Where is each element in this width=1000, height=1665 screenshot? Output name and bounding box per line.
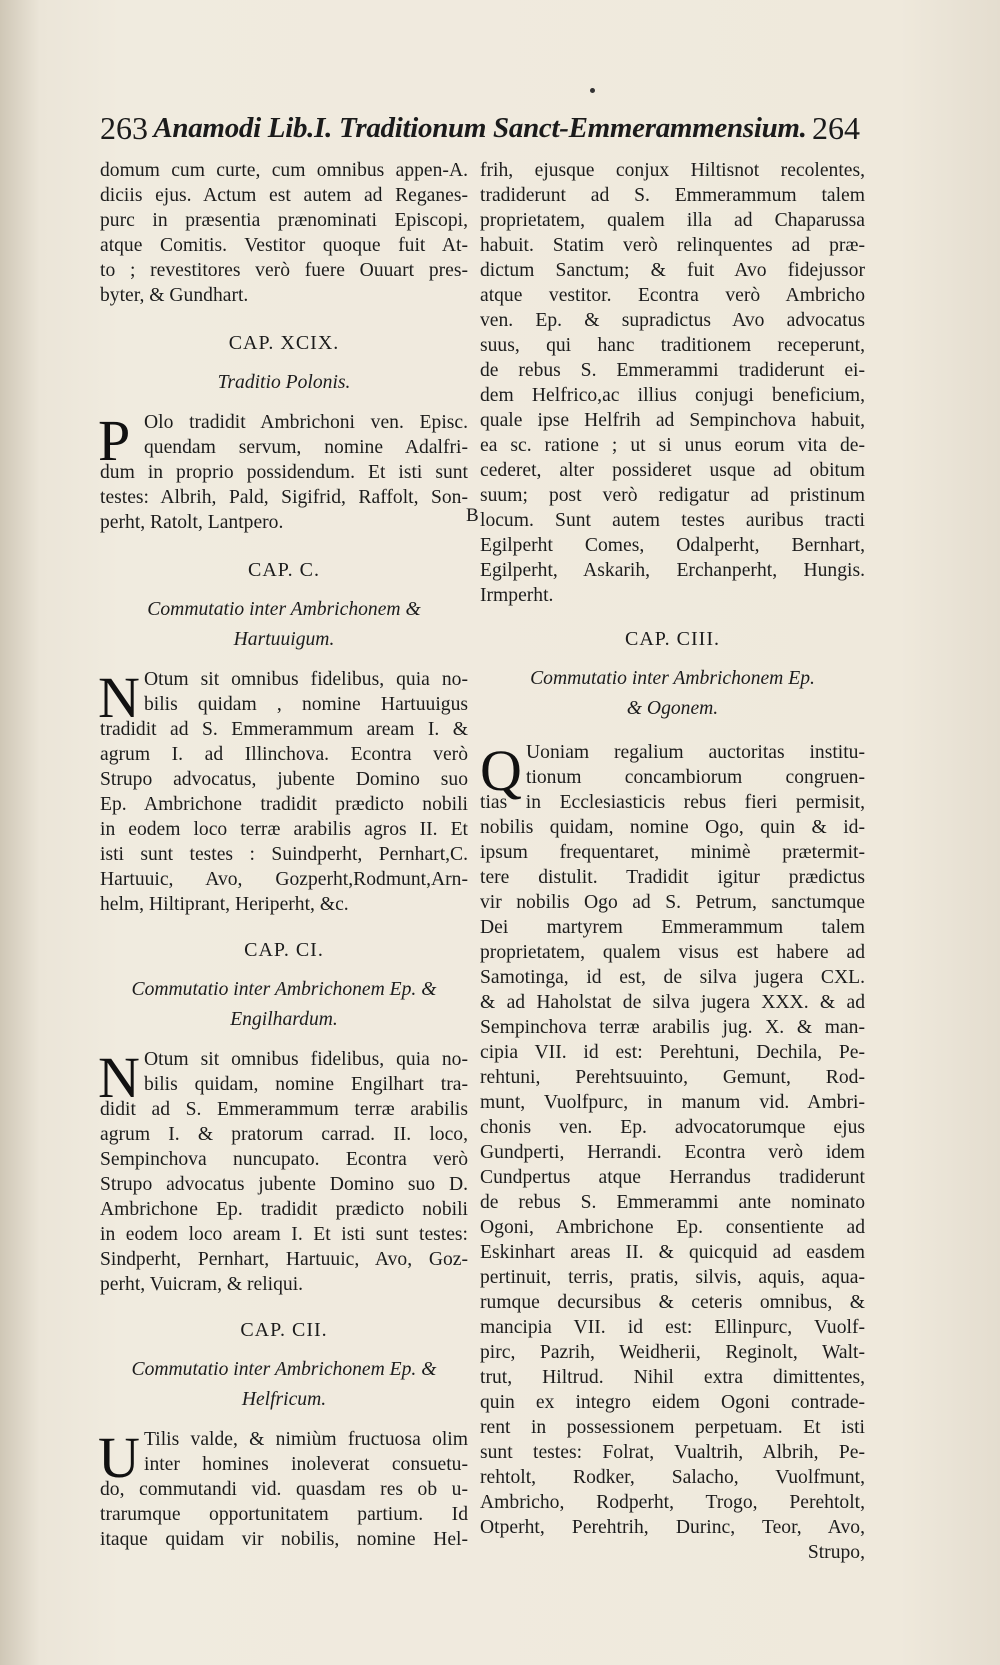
text-line: bilis quidam, nomine Engilhart tra- — [144, 1074, 468, 1095]
text-line: dem Helfrico,ac illius conjugi beneficium, — [480, 385, 865, 406]
text-line: cederet, alter possideret usque ad obitum — [480, 460, 865, 481]
text-line: Ogoni, Ambrichone Ep. consentiente ad — [480, 1217, 865, 1238]
chapter-heading: CAP. CII. — [240, 1319, 328, 1341]
text-line: sunt testes: Folrat, Vualtrih, Albrih, Pe- — [480, 1442, 865, 1463]
text-line: Cundpertus atque Herrandus tradiderunt — [480, 1167, 865, 1188]
text-line: didit ad S. Emmerammum terræ arabilis — [100, 1099, 468, 1120]
text-line: Egilperht, Askarih, Erchanperht, Hungis. — [480, 560, 865, 581]
chapter-body — [100, 1047, 468, 1297]
text-line: munt, Vuolfpurc, in manum vid. Ambri- — [480, 1092, 865, 1113]
chapter-subtitle: & Ogonem. — [626, 698, 719, 719]
text-line: Dei martyrem Emmerammum talem — [480, 917, 865, 938]
text-line: chonis ven. Ep. advocatorumque ejus — [480, 1117, 865, 1138]
text-line: nobilis quidam, nomine Ogo, quin & id- — [480, 817, 865, 838]
text-line: habuit. Statim verò relinquentes ad præ- — [480, 235, 865, 256]
text-line: helm, Hiltiprant, Heriperht, &c. — [100, 894, 349, 915]
text-line: proprietatem, qualem illa ad Chaparussa — [480, 210, 865, 231]
text-line: Strupo advocatus jubente Domino suo D. — [100, 1174, 468, 1195]
text-line: suus, qui hanc traditionem receperunt, — [480, 335, 865, 356]
text-line: dictum Sanctum; & fuit Avo fidejussor — [480, 260, 865, 281]
text-line: frih, ejusque conjux Hiltisnot recolentes, — [480, 160, 865, 181]
text-line: to ; revestitores verò fuere Ouuart pres- — [100, 260, 468, 281]
text-line: perht, Ratolt, Lantpero. — [100, 512, 284, 533]
chapter-subtitle: Commutatio inter Ambrichonem & — [147, 599, 421, 620]
text-line: atque Comitis. Vestitor quoque fuit At- — [100, 235, 468, 256]
text-line: Tilis valde, & nimiùm fructuosa olim — [144, 1429, 468, 1450]
text-line: Hartuuic, Avo, Gozperht,Rodmunt,Arn- — [100, 869, 468, 890]
text-line: Otperht, Perehtrih, Durinc, Teor, Avo, — [480, 1517, 865, 1538]
text-line: quale ipse Helfrih ad Sempinchova habuit, — [480, 410, 865, 431]
running-header — [100, 110, 860, 156]
drop-capital: U — [98, 1425, 140, 1490]
text-line: proprietatem, qualem visus est habere ad — [480, 942, 865, 963]
text-line: Uoniam regalium auctoritas institu- — [526, 742, 865, 763]
text-line: ea sc. ratione ; ut si unus eorum vita de- — [480, 435, 865, 456]
text-line: tradidit ad S. Emmerammum aream I. & — [100, 719, 468, 740]
text-line: Otum sit omnibus fidelibus, quia no- — [144, 1049, 468, 1070]
text-line: diciis ejus. Actum est autem ad Reganes- — [100, 185, 468, 206]
left-column — [100, 158, 468, 1552]
chapter-body — [480, 740, 865, 1565]
chapter-subtitle: Helfricum. — [241, 1389, 327, 1410]
text-line: & ad Haholstat de silva jugera XXX. & ad — [480, 992, 865, 1013]
chapter-subtitle: Engilhardum. — [230, 1009, 338, 1030]
drop-capital: P — [98, 408, 131, 473]
chapter-body — [100, 1427, 468, 1552]
left-page-number: 263 — [100, 110, 148, 146]
text-line: bilis quidam , nomine Hartuuigus — [144, 694, 468, 715]
text-line: Irmperht. — [480, 585, 554, 606]
text-line: quin ex integro eidem Ogoni contrade- — [480, 1392, 865, 1413]
text-line: isti sunt testes : Suindperht, Pernhart,C. — [100, 844, 468, 865]
drop-capital: N — [98, 1045, 140, 1110]
text-line: inter homines inoleverat consuetu- — [144, 1454, 468, 1475]
text-line: Samotinga, id est, de silva jugera CXL. — [480, 967, 865, 988]
text-line: Sempinchova terræ arabilis jug. X. & man- — [480, 1017, 865, 1038]
text-line: Otum sit omnibus fidelibus, quia no- — [144, 669, 468, 690]
text-line: dum in proprio possidendum. Et isti sunt — [100, 462, 468, 483]
text-line: Olo tradidit Ambrichoni ven. Episc. — [144, 412, 468, 433]
text-line: purc in præsentia prænominati Episcopi, — [100, 210, 468, 231]
text-line: Gundperti, Herrandi. Econtra verò idem — [480, 1142, 865, 1163]
text-line: vir nobilis Ogo ad S. Petrum, sanctumque — [480, 892, 865, 913]
text-line: Sindperht, Pernhart, Hartuuic, Avo, Goz- — [100, 1249, 468, 1270]
text-line: rent in possessionem perpetuam. Et isti — [480, 1417, 865, 1438]
text-line: tradiderunt ad S. Emmerammum talem — [480, 185, 865, 206]
chapter-heading: CAP. C. — [247, 559, 321, 581]
text-line: testes: Albrih, Pald, Sigifrid, Raffolt, Son- — [100, 487, 468, 508]
drop-capital: N — [98, 665, 140, 730]
right-page-number: 264 — [812, 110, 860, 146]
right-column — [480, 158, 865, 1565]
text-line: Sempinchova nuncupato. Econtra verò — [100, 1149, 468, 1170]
text-line: perht, Vuicram, & reliqui. — [100, 1274, 304, 1295]
margin-letter-b: B — [466, 505, 479, 526]
text-line: pirc, Pazrih, Weidherii, Reginolt, Walt- — [480, 1342, 865, 1363]
text-line: Strupo advocatus, jubente Domino suo — [100, 769, 468, 790]
text-line: Ambricho, Rodperht, Trogo, Perehtolt, — [480, 1492, 865, 1513]
text-line: mancipia VII. id est: Ellinpurc, Vuolf- — [480, 1317, 865, 1338]
text-line: de rebus S. Emmerammi ante nominato — [480, 1192, 865, 1213]
text-line: pertinuit, terris, pratis, silvis, aquis, aqua- — [480, 1267, 865, 1288]
chapter-heading: CAP. CI. — [244, 939, 324, 961]
drop-capital: Q — [480, 738, 522, 803]
text-line: in eodem loco terræ arabilis agros II. Et — [100, 819, 468, 840]
text-line: rehtuni, Perehtsuuinto, Gemunt, Rod- — [480, 1067, 865, 1088]
text-line: de rebus S. Emmerammi tradiderunt ei- — [480, 360, 865, 381]
text-line: agrum I. ad Illinchova. Econtra verò — [100, 744, 468, 765]
text-line: trarumque opportunitatem partium. Id — [100, 1504, 468, 1525]
text-line: suum; post verò redigatur ad pristinum — [480, 485, 865, 506]
text-line: locum. Sunt autem testes auribus tracti — [480, 510, 865, 531]
text-line: quendam servum, nomine Adalfri- — [144, 437, 468, 458]
text-line: cipia VII. id est: Perehtuni, Dechila, Pe- — [480, 1042, 865, 1063]
chapter-subtitle: Commutatio inter Ambrichonem Ep. — [530, 668, 815, 689]
chapter-subtitle: Commutatio inter Ambrichonem Ep. & — [131, 979, 437, 1000]
text-line: tere distulit. Tradidit igitur prædictus — [480, 867, 865, 888]
text-line: Egilperht Comes, Odalperht, Bernhart, — [480, 535, 865, 556]
text-line: domum cum curte, cum omnibus appen-A. — [100, 160, 468, 181]
chapter-subtitle: Commutatio inter Ambrichonem Ep. & — [131, 1359, 437, 1380]
running-title: Anamodi Lib.I. Traditionum Sanct-Emmerammensium. — [153, 112, 807, 144]
text-line: byter, & Gundhart. — [100, 285, 249, 306]
chapter-heading: CAP. CIII. — [624, 628, 720, 650]
text-line: tionum concambiorum congruen- — [526, 767, 865, 788]
chapter-heading: CAP. XCIX. — [228, 332, 340, 354]
text-line: in eodem loco aream I. Et isti sunt testes: — [100, 1224, 468, 1245]
text-line: itaque quidam vir nobilis, nomine Hel- — [100, 1529, 468, 1550]
chapter-body — [100, 410, 468, 535]
chapter-subtitle: Hartuuigum. — [233, 629, 335, 650]
text-line: Eskinhart areas II. & quicquid ad easdem — [480, 1242, 865, 1263]
text-line: tias in Ecclesiasticis rebus fieri permisit, — [480, 792, 865, 813]
ink-speck — [590, 88, 595, 93]
text-line: atque vestitor. Econtra verò Ambricho — [480, 285, 865, 306]
text-line: Ambrichone Ep. tradidit prædicto nobili — [100, 1199, 468, 1220]
text-line: ipsum frequentaret, minimè prætermit- — [480, 842, 865, 863]
text-line: trut, Hiltrud. Nihil extra dimittentes, — [480, 1367, 865, 1388]
catchword: Strupo, — [807, 1542, 865, 1563]
chapter-body — [100, 667, 468, 917]
text-line: rehtolt, Rodker, Salacho, Vuolfmunt, — [480, 1467, 865, 1488]
text-line: ven. Ep. & supradictus Avo advocatus — [480, 310, 865, 331]
chapter-subtitle: Traditio Polonis. — [217, 372, 351, 393]
text-line: rumque decursibus & ceteris omnibus, & — [480, 1292, 865, 1313]
text-line: agrum I. & pratorum carrad. II. loco, — [100, 1124, 468, 1145]
text-line: Ep. Ambrichone tradidit prædicto nobili — [100, 794, 468, 815]
text-line: do, commutandi vid. quasdam res ob u- — [100, 1479, 468, 1500]
